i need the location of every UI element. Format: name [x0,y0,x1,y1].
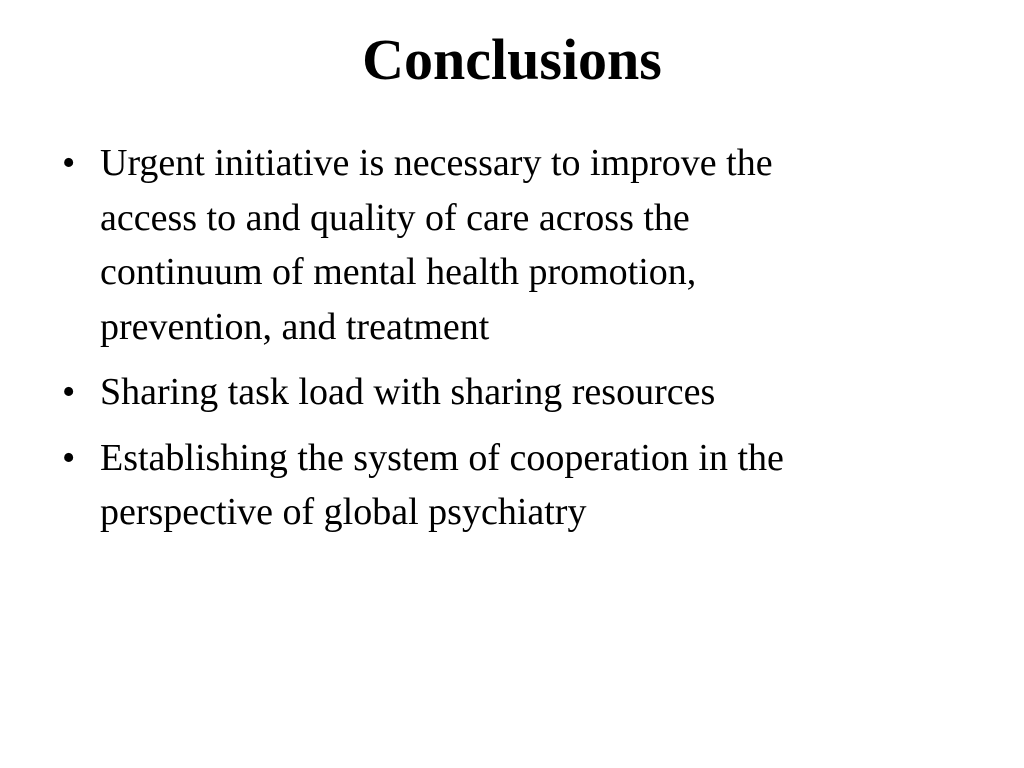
bullet-item-sharing-task-load [62,365,962,420]
bullet-item-urgent-initiative [62,136,962,354]
bullet-text-line: perspective of global psychiatry [100,491,587,533]
bullet-text-line: prevention, and treatment [100,305,490,348]
bullet-text-line: Sharing task load with sharing resources [100,371,716,413]
bullet-icon: • [62,436,76,479]
bullet-text-line: continuum of mental health promotion, [100,251,697,293]
bullet-text-line: Establishing the system of cooperation in the [100,436,784,479]
slide-title: Conclusions [362,27,662,92]
bullet-item-establishing-cooperation [62,431,962,540]
bullet-list [62,136,962,551]
bullet-icon: • [62,142,76,184]
bullet-text-line: access to and quality of care across the [100,196,690,239]
bullet-text-line: Urgent initiative is necessary to improve the [100,142,773,184]
bullet-icon: • [62,371,76,413]
